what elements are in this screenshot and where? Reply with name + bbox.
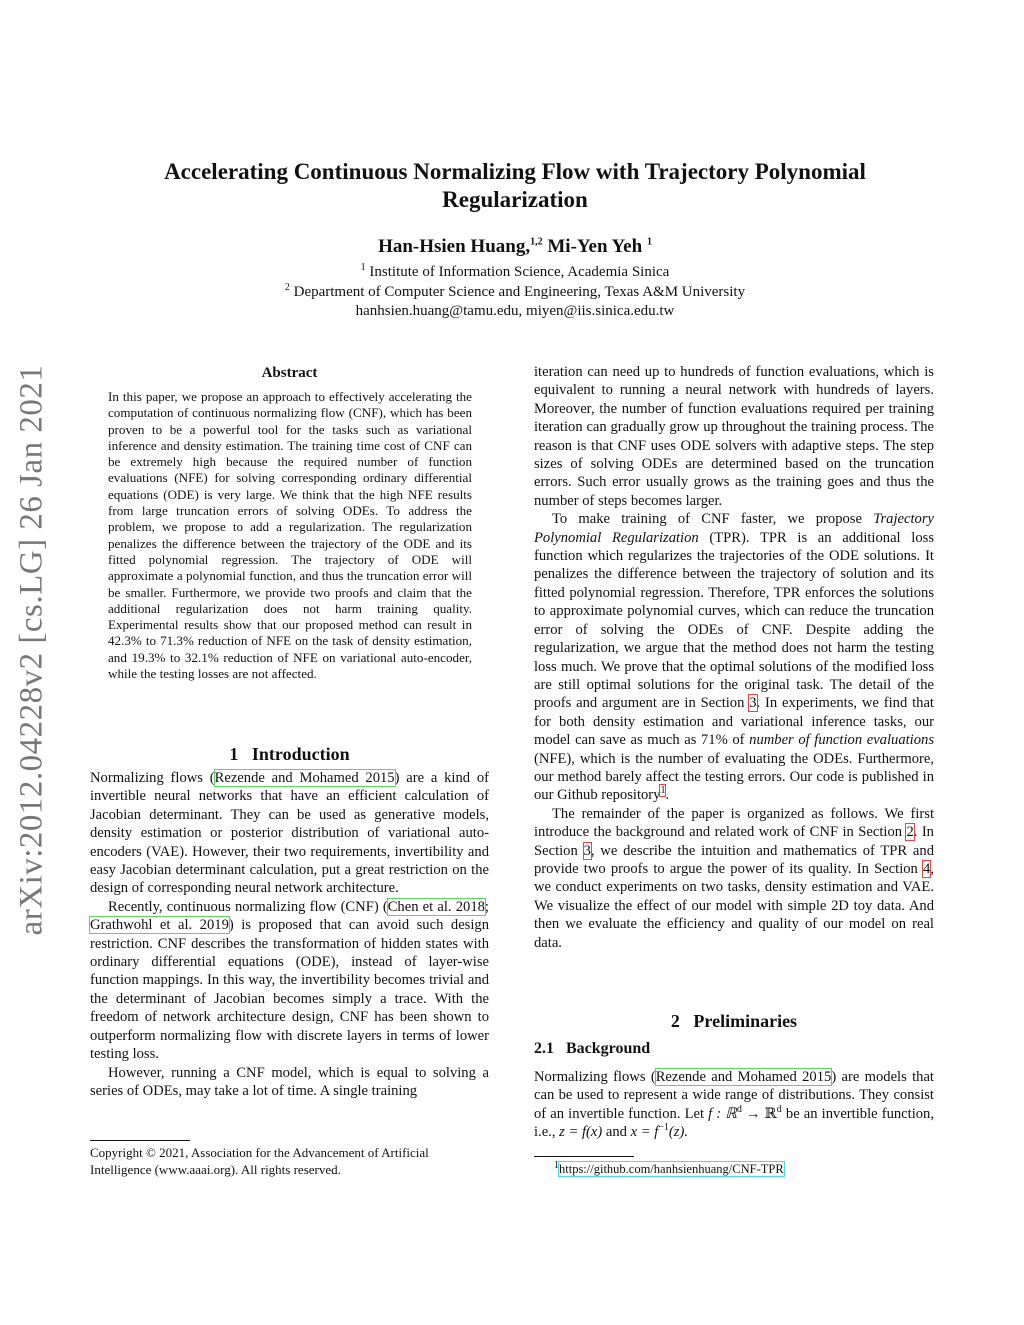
text-run: ) is proposed that can avoid such design restriction. CNF describes the transformation of hidden states with ordinary differential equations (ODE), instead of layer-wise function mappings. In this way, the invertibility becomes trivial and the determinant of Jacobian becomes simply a trace. With the freedom of network architecture design, CNF has been shown to outperform normalizing flow with discrete layers in terms of lower testing loss.: [90, 917, 490, 1063]
math-inline: (z).: [668, 1124, 688, 1141]
paper-title: [90, 158, 940, 214]
affiliation-2-num: 2: [284, 282, 290, 293]
right-paragraph-3: [534, 805, 934, 952]
title-line-2: Regularization: [442, 187, 588, 212]
section-1-title: Introduction: [251, 744, 350, 764]
text-run: Normalizing flows (: [90, 770, 215, 786]
math-sup: −1: [658, 1122, 669, 1134]
background-paragraph-1: [534, 1068, 934, 1142]
affiliation-2: [90, 283, 940, 302]
text-run: The remainder of the paper is organized as follows. We first introduce the background and related work of CNF in Section: [534, 805, 934, 841]
section-1-number: 1: [229, 744, 239, 764]
text-run: To make training of CNF faster, we propose: [552, 511, 874, 528]
footnote-rule: [534, 1156, 634, 1157]
authors: [90, 236, 940, 258]
subsection-2-1-title: Background: [566, 1040, 651, 1057]
text-run: (TPR). TPR is an additional loss function which regularizes the trajectories of the ODE solutions. It penalizes the difference between the trajectory of solution and its fitted polynomial regression. Therefore, TPR enforces the solutions to approximate polynomial curves, which can reduce the truncation error of solving the ODEs of CNF. Despite adding the regularization, we argue that the method does not harm the testing loss much. We prove that the optimal solutions of the modified loss are still optimal solutions for the original task. The detail of the proofs and argument are in Section: [534, 529, 934, 712]
section-2-heading: [534, 1011, 934, 1032]
math-sup: d: [776, 1103, 782, 1115]
intro-paragraph-3: However, running a CNF model, which is equal to solving a series of ODEs, may take a lot of time. A single training: [90, 1064, 489, 1099]
copyright-notice: Copyright © 2021, Association for the Advancement of Artificial Intelligence (www.aaai.org). All rights reserved.: [90, 1145, 429, 1177]
abstract-heading: Abstract: [261, 365, 318, 381]
author-emails: hanhsien.huang@tamu.edu, miyen@iis.sinica.edu.tw: [355, 303, 675, 319]
author-2: Mi-Yen Yeh: [547, 236, 643, 257]
text-run: ) are models that can be used to represent a wide range of distributions. They consist of an invertible function. Let: [534, 1069, 934, 1122]
math-inline: →: [741, 1105, 761, 1122]
right-paragraph-1: iteration can need up to hundreds of function evaluations, which is equivalent to running a neural network with hundreds of layers. Moreover, the number of function evaluations required per training iteration can gradually grow up throughout the training process. The reason is that CNF uses ODE solvers with adaptive steps. The step sizes of solving ODEs are determined based on the truncation errors. Such error usually grows as the training goes and thus the number of steps becomes larger.: [534, 364, 934, 509]
text-run: Recently, continuous normalizing flow (CNF) (: [108, 898, 388, 915]
section-ref-link[interactable]: 4: [923, 860, 931, 877]
affiliation-1: [90, 263, 940, 282]
text-run: , we conduct experiments on two tasks, density estimation and VAE. We visualize the effect of our model with simple 2D toy data. And then we evaluate the efficiency and quality of our model on real data.: [534, 860, 934, 951]
intro-paragraph-2: [90, 898, 489, 1064]
text-run: . In experiments, we find that for both density estimation and variational inference tasks, our model can save as much as 71% of: [534, 695, 934, 749]
subsection-2-1-number: 2.1: [534, 1040, 554, 1057]
text-run: ) are a kind of invertible neural networks that have an efficient calculation of Jacobian determinant. They can be used as generative models, density estimation or posterior distribution of variational auto-encoders (VAE). However, their two requirements, invertibility and easy Jacobian determinant calculation, put a great restriction on the design of corresponding neural network architecture.: [90, 770, 489, 897]
title-line-1: Accelerating Continuous Normalizing Flow with Trajectory Polynomial: [164, 159, 866, 184]
citation-link[interactable]: Chen et al. 2018: [387, 898, 485, 915]
text-run: (NFE), which is the number of evaluating the ODEs. Furthermore, our method barely affect the testing errors. Our code is published in our Github repository: [534, 750, 934, 804]
section-ref-link[interactable]: 3: [583, 842, 591, 859]
github-link[interactable]: https://github.com/hanhsienhuang/CNF-TPR: [559, 1162, 784, 1176]
citation-link[interactable]: Rezende and Mohamed 2015: [214, 770, 395, 786]
section-1-heading: [90, 744, 489, 765]
section-2-title: Preliminaries: [693, 1011, 798, 1031]
math-inline: f : ℝ: [708, 1105, 737, 1122]
affiliation-2-text: Department of Computer Science and Engineering, Texas A&M University: [293, 284, 746, 300]
text-run: Normalizing flows (: [534, 1069, 656, 1085]
footnote-1: [554, 1159, 934, 1177]
author-1-affil: 1,2: [530, 236, 543, 248]
math-inline: z = f(x): [559, 1124, 603, 1141]
arxiv-stamp-text: arXiv:2012.04228v2 [cs.LG] 26 Jan 2021: [13, 364, 50, 936]
subsection-2-1-heading: [534, 1040, 934, 1058]
text-run: ;: [484, 898, 489, 915]
right-paragraph-2: [534, 510, 934, 805]
emphasis-nfe: number of function evaluations: [749, 732, 934, 749]
section-2-number: 2: [670, 1011, 680, 1031]
copyright-rule: [90, 1140, 190, 1141]
section-ref-link[interactable]: 2: [906, 824, 914, 841]
abstract-text: In this paper, we propose an approach to effectively accelerating the computation of continuous normalizing flow (CNF), which has been proven to be a powerful tool for the tasks such as variational inference and density estimation. The training time cost of CNF can be extremely high because the required number of function evaluations (NFE) for solving corresponding ordinary differential equations (ODE) is very large. We think that the high NFE results from large truncation errors of solving ODEs. To address the problem, we propose to add a regularization. The regularization penalizes the difference between the trajectory of the ODE and its fitted polynomial regression. The trajectory of ODE will approximate a polynomial function, and thus the truncation error will be smaller. Furthermore, we provide two proofs and claim that the additional regularization does not harm training quality. Experimental results show that our proposed method can result in 42.3% to 71.3% reduction of NFE on the task of density estimation, and 19.3% to 32.1% reduction of NFE on variational auto-encoder, while the testing losses are not affected.: [108, 389, 472, 682]
author-1: Han-Hsien Huang,: [378, 236, 531, 257]
affiliation-1-num: 1: [360, 262, 366, 273]
text-run: and: [602, 1124, 631, 1141]
text-run: , we describe the intuition and mathematics of TPR and provide two proofs to argue the power of its quality. In Section: [534, 842, 934, 877]
arxiv-stamp: [0, 360, 64, 940]
author-2-affil: 1: [646, 236, 652, 248]
intro-paragraph-1: [90, 769, 489, 898]
text-run: . In Section: [534, 824, 934, 859]
background-body: [534, 1068, 934, 1142]
right-column-body: [534, 363, 934, 952]
footnote-ref-link[interactable]: 1: [660, 785, 666, 797]
affiliation-1-text: Institute of Information Science, Academia Sinica: [369, 264, 670, 280]
math-inline: x = f: [630, 1124, 659, 1141]
math-sup: d: [736, 1103, 742, 1115]
emphasis-tpr: Trajectory Polynomial Regularization: [534, 511, 934, 546]
text-run: be an invertible function, i.e.,: [534, 1105, 934, 1141]
text-run: .: [665, 787, 670, 804]
citation-link[interactable]: Rezende and Mohamed 2015: [655, 1069, 832, 1085]
section-ref-link[interactable]: 3: [749, 695, 757, 712]
footnote-1-number: 1: [554, 1159, 559, 1171]
citation-link[interactable]: Grathwohl et al. 2019: [90, 917, 229, 934]
intro-body: [90, 769, 489, 1100]
math-inline: ℝ: [764, 1105, 777, 1122]
